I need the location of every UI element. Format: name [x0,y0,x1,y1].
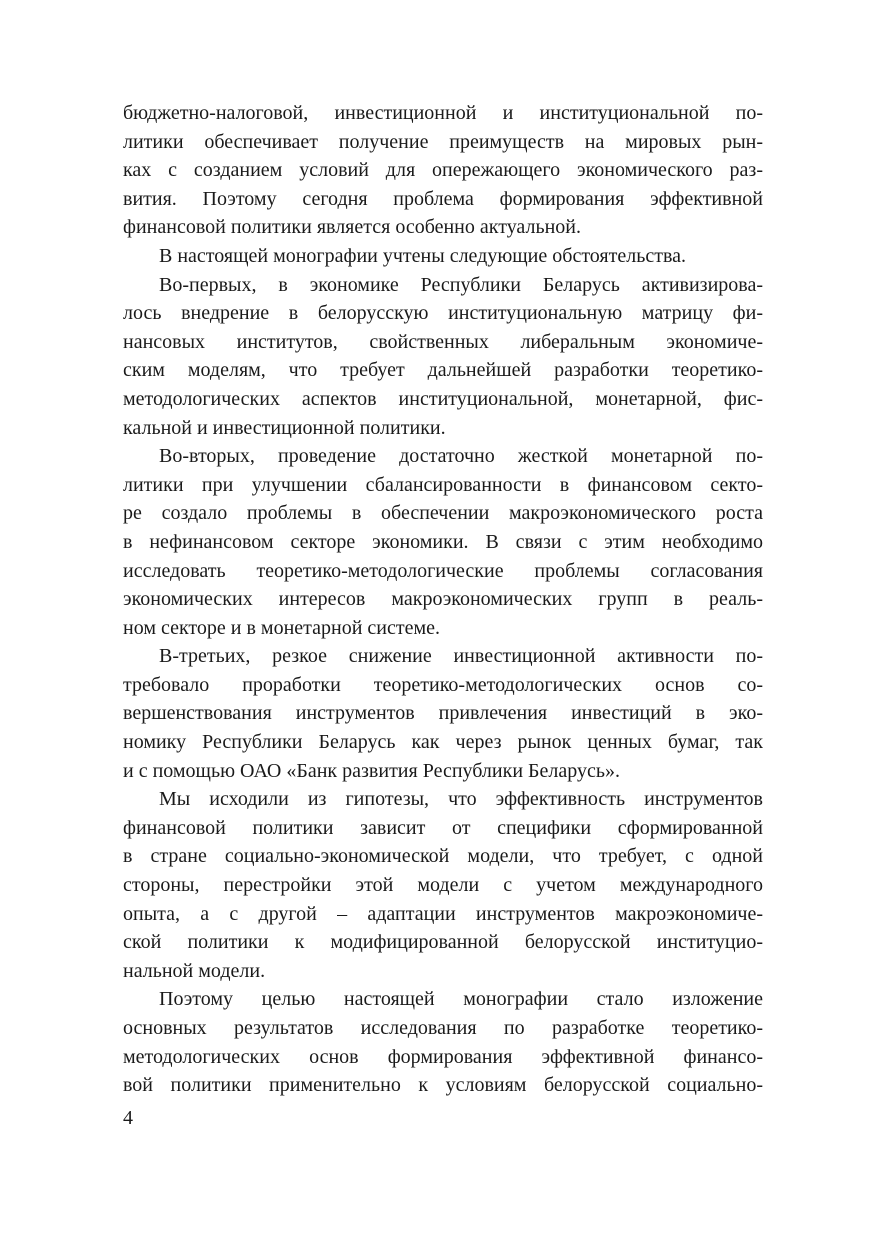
text-line: ским моделям, что требует дальнейшей разработки теоретико- [123,359,763,382]
paragraph [123,985,763,1099]
paragraph [123,99,763,242]
text-line: методологических аспектов институциональной, монетарной, фис- [123,387,763,410]
text-line: вития. Поэтому сегодня проблема формирования эффективной [123,187,763,210]
paragraph [123,271,763,443]
text-line: ках с созданием условий для опережающего экономического раз- [123,159,763,182]
text-line: лось внедрение в белорусскую институциональную матрицу фи- [123,302,763,325]
text-line: основных результатов исследования по разработке теоретико- [123,1017,763,1039]
text-line: требовало проработки теоретико-методологических основ со- [123,673,763,696]
text-line: исследовать теоретико-методологические проблемы согласования [123,559,763,582]
text-line: экономических интересов макроэкономических групп в реаль- [123,588,763,611]
text-line: Во-вторых, проведение достаточно жесткой монетарной по- [159,445,763,468]
text-line: кальной и инвестиционной политики. [123,416,446,439]
paragraph [123,442,763,642]
page-number: 4 [123,1107,133,1129]
text-line: в стране социально-экономической модели, что требует, с одной [123,845,763,868]
text-line: опыта, а с другой – адаптации инструментов макроэкономиче- [123,902,763,925]
text-line: Мы исходили из гипотезы, что эффективность инструментов [159,788,763,811]
text-line: В настоящей монографии учтены следующие обстоятельства. [159,244,687,267]
page-body [123,99,763,1100]
text-line: Поэтому целью настоящей монографии стало изложение [159,988,763,1011]
text-line: литики обеспечивает получение преимуществ на мировых рын- [123,130,763,153]
text-line: номику Республики Беларусь как через рынок ценных бумаг, так [123,731,763,754]
text-line: ном секторе и в монетарной системе. [123,616,441,639]
paragraph [123,242,763,271]
text-line: ской политики к модифицированной белорусской институцио- [123,931,763,954]
text-line: литики при улучшении сбалансированности в финансовом секто- [123,473,763,496]
text-line: нансовых институтов, свойственных либеральным экономиче- [123,330,763,353]
text-line: методологических основ формирования эффективной финансо- [123,1045,763,1068]
text-line: финансовой политики является особенно актуальной. [123,216,581,239]
text-line: нальной модели. [123,959,266,982]
text-line: стороны, перестройки этой модели с учетом международного [123,874,763,897]
paragraph [123,642,763,785]
text-line: В-третьих, резкое снижение инвестиционной активности по- [159,645,763,668]
text-line: Во-первых, в экономике Республики Беларусь активизирова- [159,273,763,296]
text-line: в нефинансовом секторе экономики. В связи с этим необходимо [123,530,763,553]
text-line: вершенствования инструментов привлечения инвестиций в эко- [123,702,763,725]
text-line: и с помощью ОАО «Банк развития Республики Беларусь». [123,759,620,782]
text-line: финансовой политики зависит от специфики сформированной [123,816,763,839]
paragraph [123,785,763,985]
text-line: ре создало проблемы в обеспечении макроэкономического роста [123,502,763,525]
text-line: бюджетно-налоговой, инвестиционной и институциональной по- [123,102,763,124]
text-line: вой политики применительно к условиям белорусской социально- [123,1074,763,1097]
